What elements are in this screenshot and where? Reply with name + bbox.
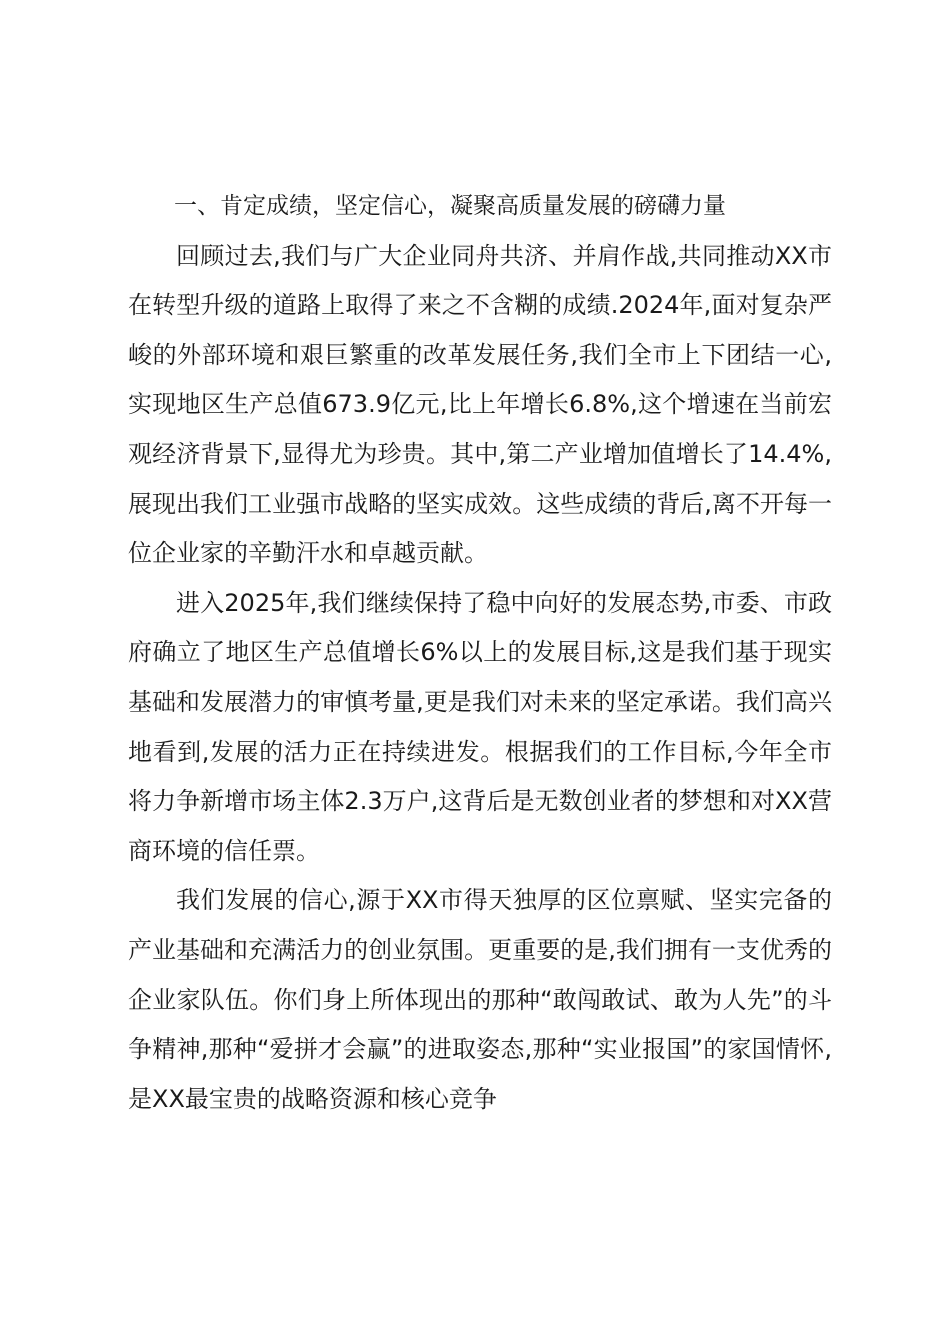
section-heading: 一、肯定成绩，坚定信心，凝聚高质量发展的磅礴力量 bbox=[174, 193, 726, 219]
document-body bbox=[128, 182, 832, 1124]
paragraph-confidence: 我们发展的信心,源于XX市得天独厚的区位禀赋、坚实完备的产业基础和充满活力的创业氛围。更重要的是,我们拥有一支优秀的企业家队伍。你们身上所体现出的那种“敢闯敢试、敢为人先”的斗争精神,那种“爱拼才会赢”的进取姿态,那种“实业报国”的家国情怀,是XX最宝贵的战略资源和核心竞争 bbox=[128, 886, 832, 1113]
paragraph-review: 回顾过去,我们与广大企业同舟共济、并肩作战,共同推动XX市在转型升级的道路上取得了来之不含糊的成绩.2024年,面对复杂严峻的外部环境和艰巨繁重的改革发展任务,我们全市上下团结一心,实现地区生产总值673.9亿元,比上年增长6.8%,这个增速在当前宏观经济背景下,显得尤为珍贵。其中,第二产业增加值增长了14.4%,展现出我们工业强市战略的坚实成效。这些成绩的背后,离不开每一位企业家的辛勤汗水和卓越贡献。 bbox=[128, 241, 832, 568]
paragraph-2025-goals: 进入2025年,我们继续保持了稳中向好的发展态势,市委、市政府确立了地区生产总值增长6%以上的发展目标,这是我们基于现实基础和发展潜力的审慎考量,更是我们对未来的坚定承诺。我们高兴地看到,发展的活力正在持续进发。根据我们的工作目标,今年全市将力争新增市场主体2.3万户,这背后是无数创业者的梦想和对XX营商环境的信任票。 bbox=[128, 588, 832, 865]
